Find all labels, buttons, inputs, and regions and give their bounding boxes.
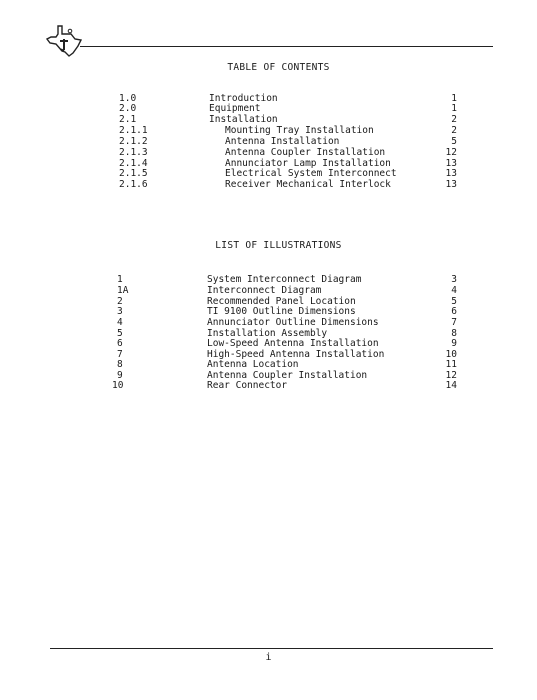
toc-entry-title: Introduction <box>209 93 278 104</box>
top-rule <box>80 46 493 47</box>
loi-entry-title: High-Speed Antenna Installation <box>207 349 385 360</box>
toc-entry-number: 2.1.1 <box>119 125 148 136</box>
toc-entry-number: 2.1.4 <box>119 158 148 169</box>
loi-entry-number: 1A <box>117 285 129 296</box>
loi-entry[interactable] <box>0 380 537 391</box>
loi-entry-number: 4 <box>117 317 123 328</box>
loi-entry-page: 10 <box>445 349 457 360</box>
loi-heading: LIST OF ILLUSTRATIONS <box>215 240 342 251</box>
toc-entry-page: 13 <box>445 179 457 190</box>
loi-entry-title: System Interconnect Diagram <box>207 274 362 285</box>
toc-entry-title: Annunciator Lamp Installation <box>225 158 391 169</box>
toc-entry-title: Receiver Mechanical Interlock <box>225 179 391 190</box>
loi-entry-page: 8 <box>451 328 457 339</box>
loi-entry-page: 7 <box>451 317 457 328</box>
loi-entry-title: TI 9100 Outline Dimensions <box>207 306 356 317</box>
toc-entry[interactable] <box>0 179 537 190</box>
toc-entry-number: 2.1.2 <box>119 136 148 147</box>
toc-entry-page: 1 <box>451 93 457 104</box>
loi-entry-page: 11 <box>445 359 457 370</box>
toc-entry-title: Electrical System Interconnect <box>225 168 397 179</box>
toc-entry-page: 12 <box>445 147 457 158</box>
loi-entry-title: Interconnect Diagram <box>207 285 322 296</box>
bottom-rule <box>50 648 493 649</box>
toc-entry-number: 2.1.5 <box>119 168 148 179</box>
toc-entry-number: 2.1.6 <box>119 179 148 190</box>
toc-entry-page: 2 <box>451 114 457 125</box>
loi-entry-number: 6 <box>117 338 123 349</box>
loi-entry-page: 14 <box>445 380 457 391</box>
toc-entry-page: 13 <box>445 168 457 179</box>
toc-entry-title: Installation <box>209 114 278 125</box>
loi-entry-title: Rear Connector <box>207 380 288 391</box>
toc-entry-page: 13 <box>445 158 457 169</box>
toc-entry-title: Equipment <box>209 103 261 114</box>
loi-entry-page: 3 <box>451 274 457 285</box>
loi-entry-page: 6 <box>451 306 457 317</box>
toc-heading: TABLE OF CONTENTS <box>227 62 330 73</box>
toc-entry[interactable] <box>0 147 537 158</box>
loi-entry-title: Recommended Panel Location <box>207 296 356 307</box>
loi-entry-page: 4 <box>451 285 457 296</box>
toc-entry-page: 2 <box>451 125 457 136</box>
loi-entry-title: Low-Speed Antenna Installation <box>207 338 379 349</box>
loi-entry-number: 7 <box>117 349 123 360</box>
toc-entry-page: 5 <box>451 136 457 147</box>
loi-entry-number: 1 <box>117 274 123 285</box>
loi-entry[interactable] <box>0 274 537 285</box>
toc-entry[interactable] <box>0 136 537 147</box>
toc-entry[interactable] <box>0 103 537 114</box>
toc-entry[interactable] <box>0 114 537 125</box>
texas-instruments-logo-icon <box>38 22 84 58</box>
toc-entry-title: Antenna Coupler Installation <box>225 147 386 158</box>
loi-entry-page: 9 <box>451 338 457 349</box>
loi-entry-title: Antenna Coupler Installation <box>207 370 368 381</box>
loi-entry-title: Annunciator Outline Dimensions <box>207 317 379 328</box>
loi-entry-number: 3 <box>117 306 123 317</box>
toc-entry-title: Antenna Installation <box>225 136 340 147</box>
loi-entry-number: 9 <box>117 370 123 381</box>
loi-entry-page: 12 <box>445 370 457 381</box>
toc-entry-number: 1.0 <box>119 93 137 104</box>
loi-entry[interactable] <box>0 285 537 296</box>
loi-entry[interactable] <box>0 338 537 349</box>
loi-entry-title: Antenna Location <box>207 359 299 370</box>
loi-entry[interactable] <box>0 317 537 328</box>
loi-entry[interactable] <box>0 306 537 317</box>
toc-entry[interactable] <box>0 125 537 136</box>
loi-entry-page: 5 <box>451 296 457 307</box>
loi-entry-number: 5 <box>117 328 123 339</box>
toc-entry-number: 2.1.3 <box>119 147 148 158</box>
toc-entry[interactable] <box>0 168 537 179</box>
loi-entry-number: 2 <box>117 296 123 307</box>
loi-entry-title: Installation Assembly <box>207 328 328 339</box>
loi-entry[interactable] <box>0 359 537 370</box>
loi-entry-number: 8 <box>117 359 123 370</box>
toc-entry-number: 2.0 <box>119 103 137 114</box>
page-folio: i <box>265 652 272 663</box>
toc-entry-number: 2.1 <box>119 114 137 125</box>
toc-entry-title: Mounting Tray Installation <box>225 125 374 136</box>
loi-entry-number: 10 <box>112 380 124 391</box>
toc-entry-page: 1 <box>451 103 457 114</box>
